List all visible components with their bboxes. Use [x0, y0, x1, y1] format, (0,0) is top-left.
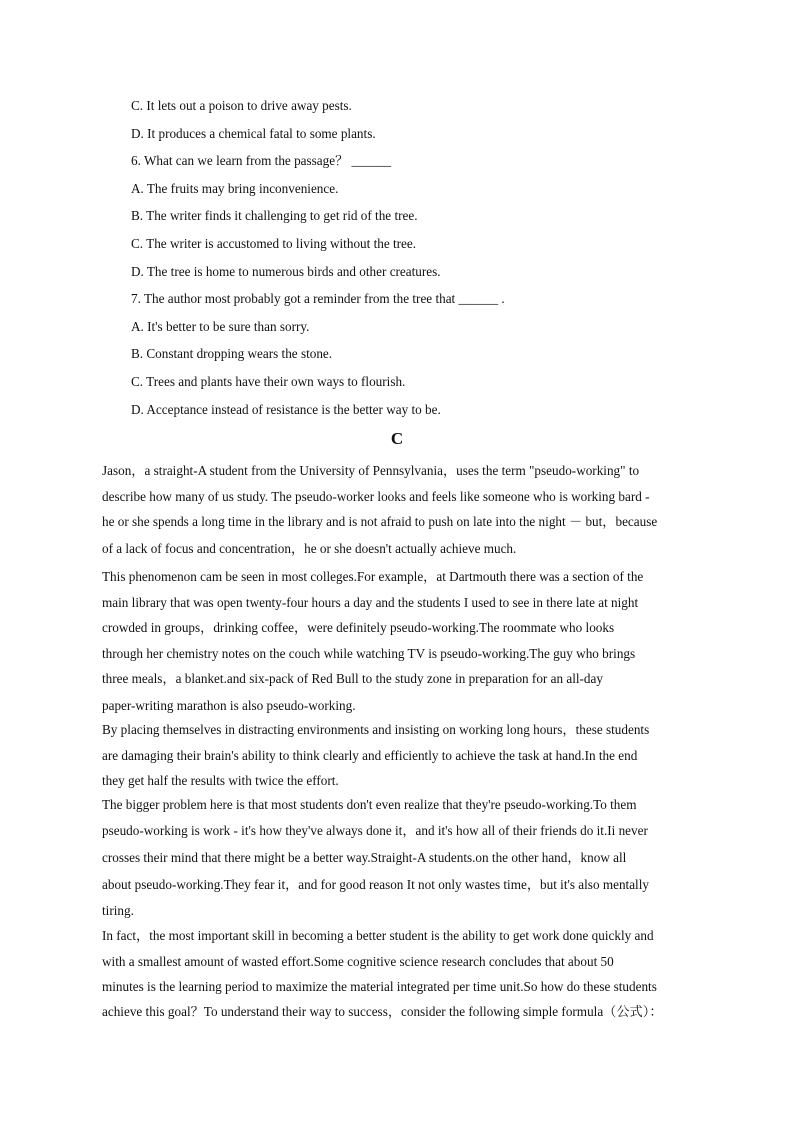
passage-line: Jason，a straight-A student from the University of Pennsylvania，uses the term "pseudo-working" to — [102, 463, 640, 478]
passage-line: main library that was open twenty-four hours a day and the students I used to see in there late at night — [102, 595, 639, 610]
q5-option-c: C. It lets out a poison to drive away pests. — [131, 98, 352, 113]
q5-option-d: D. It produces a chemical fatal to some plants. — [131, 126, 376, 141]
passage-line: pseudo-working is work - it's how they've always done it，and it's how all of their friends do it.Ii never — [102, 823, 648, 838]
passage-line: By placing themselves in distracting environments and insisting on working long hours，these students — [102, 722, 650, 737]
q7-option-d: D. Acceptance instead of resistance is the better way to be. — [131, 402, 441, 417]
q6-option-b: B. The writer finds it challenging to get rid of the tree. — [131, 208, 418, 223]
q6-option-c: C. The writer is accustomed to living without the tree. — [131, 236, 417, 251]
passage-line: they get half the results with twice the effort. — [102, 773, 339, 788]
passage-line: The bigger problem here is that most students don't even realize that they're pseudo-working.To them — [102, 797, 637, 812]
passage-line: three meals，a blanket.and six-pack of Red Bull to the study zone in preparation for an all-day — [102, 671, 603, 686]
passage-line: about pseudo-working.They fear it，and for good reason It not only wastes time，but it's also mentally — [102, 877, 649, 892]
q6-option-a: A. The fruits may bring inconvenience. — [131, 181, 339, 196]
q7-option-a: A. It's better to be sure than sorry. — [131, 319, 310, 334]
passage-line: of a lack of focus and concentration，he or she doesn't actually achieve much. — [102, 541, 517, 556]
passage-line: achieve this goal？To understand their way to success，consider the following simple formula（公式）： — [102, 1004, 663, 1019]
passage-line: with a smallest amount of wasted effort.Some cognitive science research concludes that about 50 — [102, 954, 614, 969]
q7-stem: 7. The author most probably got a reminder from the tree that ______ . — [131, 291, 505, 306]
passage-line: he or she spends a long time in the library and is not afraid to push on late into the night － but，because — [102, 514, 658, 529]
passage-line: tiring. — [102, 903, 134, 918]
passage-line: This phenomenon cam be seen in most colleges.For example，at Dartmouth there was a section of the — [102, 569, 644, 584]
q6-stem: 6. What can we learn from the passage？ ______ — [131, 153, 392, 168]
passage-line: minutes is the learning period to maximize the material integrated per time unit.So how do these students — [102, 979, 657, 994]
q7-option-b: B. Constant dropping wears the stone. — [131, 346, 333, 361]
passage-line: through her chemistry notes on the couch while watching TV is pseudo-working.The guy who brings — [102, 646, 636, 661]
passage-line: In fact，the most important skill in becoming a better student is the ability to get work done quickly and — [102, 928, 654, 943]
passage-line: paper-writing marathon is also pseudo-working. — [102, 698, 356, 713]
section-c-heading: C — [390, 429, 404, 448]
passage-line: crosses their mind that there might be a better way.Straight-A students.on the other hand，know all — [102, 850, 627, 865]
passage-line: crowded in groups，drinking coffee，were definitely pseudo-working.The roommate who looks — [102, 620, 615, 635]
passage-line: are damaging their brain's ability to think clearly and efficiently to achieve the task at hand.In the end — [102, 748, 638, 763]
q6-option-d: D. The tree is home to numerous birds and other creatures. — [131, 264, 441, 279]
passage-line: describe how many of us study. The pseudo-worker looks and feels like someone who is working bard - — [102, 489, 650, 504]
q7-option-c: C. Trees and plants have their own ways to flourish. — [131, 374, 406, 389]
